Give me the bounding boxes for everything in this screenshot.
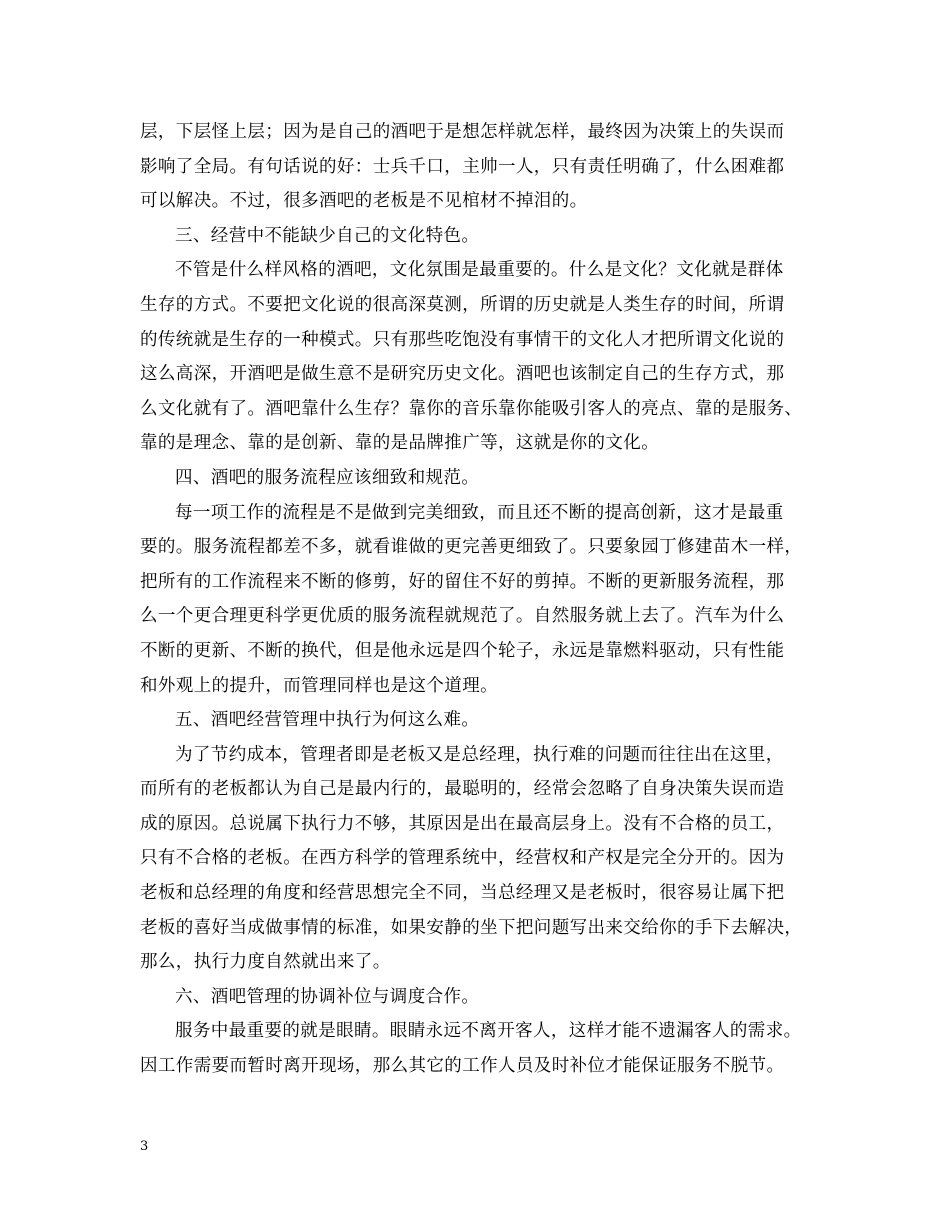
body-text [140, 115, 830, 1084]
paragraph-start-line: 为了节约成本，管理者即是老板又是总经理，执行难的问题而往往出在这里， [175, 744, 784, 765]
paragraph-start-line: 六、酒吧管理的协调补位与调度合作。 [175, 986, 480, 1007]
text-line: 老板的喜好当成做事情的标准，如果安静的坐下把问题写出来交给你的手下去解决， [140, 917, 803, 938]
paragraph-start-line: 不管是什么样风格的酒吧，文化氛围是最重要的。什么是文化？文化就是群体 [175, 260, 784, 281]
text-line: 把所有的工作流程来不断的修剪，好的留住不好的剪掉。不断的更新服务流程，那 [140, 571, 785, 592]
paragraph-start-line: 五、酒吧经营管理中执行为何这么难。 [175, 710, 480, 731]
text-line: 么文化就有了。酒吧靠什么生存？靠你的音乐靠你能吸引客人的亮点、靠的是服务、 [140, 398, 803, 419]
page-number: 3 [140, 1139, 149, 1154]
text-line: 影响了全局。有句话说的好：士兵千口，主帅一人，只有责任明确了，什么困难都 [140, 156, 785, 177]
text-line: 而所有的老板都认为自己是最内行的，最聪明的，经常会忽略了自身决策失误而造 [140, 779, 785, 800]
text-line: 的传统就是生存的一种模式。只有那些吃饱没有事情干的文化人才把所谓文化说的 [140, 329, 785, 350]
text-line: 和外观上的提升，而管理同样也是这个道理。 [140, 675, 498, 696]
text-line: 成的原因。总说属下执行力不够，其原因是出在最高层身上。没有不合格的员工， [140, 813, 785, 834]
text-line: 那么，执行力度自然就出来了。 [140, 952, 391, 973]
text-line: 生存的方式。不要把文化说的很高深莫测，所谓的历史就是人类生存的时间，所谓 [140, 294, 785, 315]
text-line: 因工作需要而暂时离开现场，那么其它的工作人员及时补位才能保证服务不脱节。 [140, 1056, 785, 1077]
text-line: 层，下层怪上层；因为是自己的酒吧于是想怎样就怎样，最终因为决策上的失误而 [140, 122, 785, 142]
text-line: 靠的是理念、靠的是创新、靠的是品牌推广等，这就是你的文化。 [140, 433, 660, 454]
paragraph-start-line: 四、酒吧的服务流程应该细致和规范。 [175, 467, 480, 488]
paragraph-start-line: 每一项工作的流程是不是做到完美细致，而且还不断的提高创新，这才是最重 [175, 502, 784, 523]
paragraph-start-line: 三、经营中不能缺少自己的文化特色。 [175, 225, 480, 246]
text-line: 不断的更新、不断的换代，但是他永远是四个轮子，永远是靠燃料驱动，只有性能 [140, 640, 785, 661]
text-line: 这么高深，开酒吧是做生意不是研究历史文化。酒吧也该制定自己的生存方式，那 [140, 364, 785, 385]
text-line: 可以解决。不过，很多酒吧的老板是不见棺材不掉泪的。 [140, 191, 588, 212]
text-line: 老板和总经理的角度和经营思想完全不同，当总经理又是老板时，很容易让属下把 [140, 883, 785, 904]
paragraph-start-line: 服务中最重要的就是眼睛。眼睛永远不离开客人，这样才能不遗漏客人的需求。 [175, 1021, 802, 1042]
text-line: 么一个更合理更科学更优质的服务流程就规范了。自然服务就上去了。汽车为什么 [140, 606, 785, 627]
text-line: 要的。服务流程都差不多，就看谁做的更完善更细致了。只要象园丁修建苗木一样， [140, 537, 803, 558]
text-line: 只有不合格的老板。在西方科学的管理系统中，经营权和产权是完全分开的。因为 [140, 848, 785, 869]
